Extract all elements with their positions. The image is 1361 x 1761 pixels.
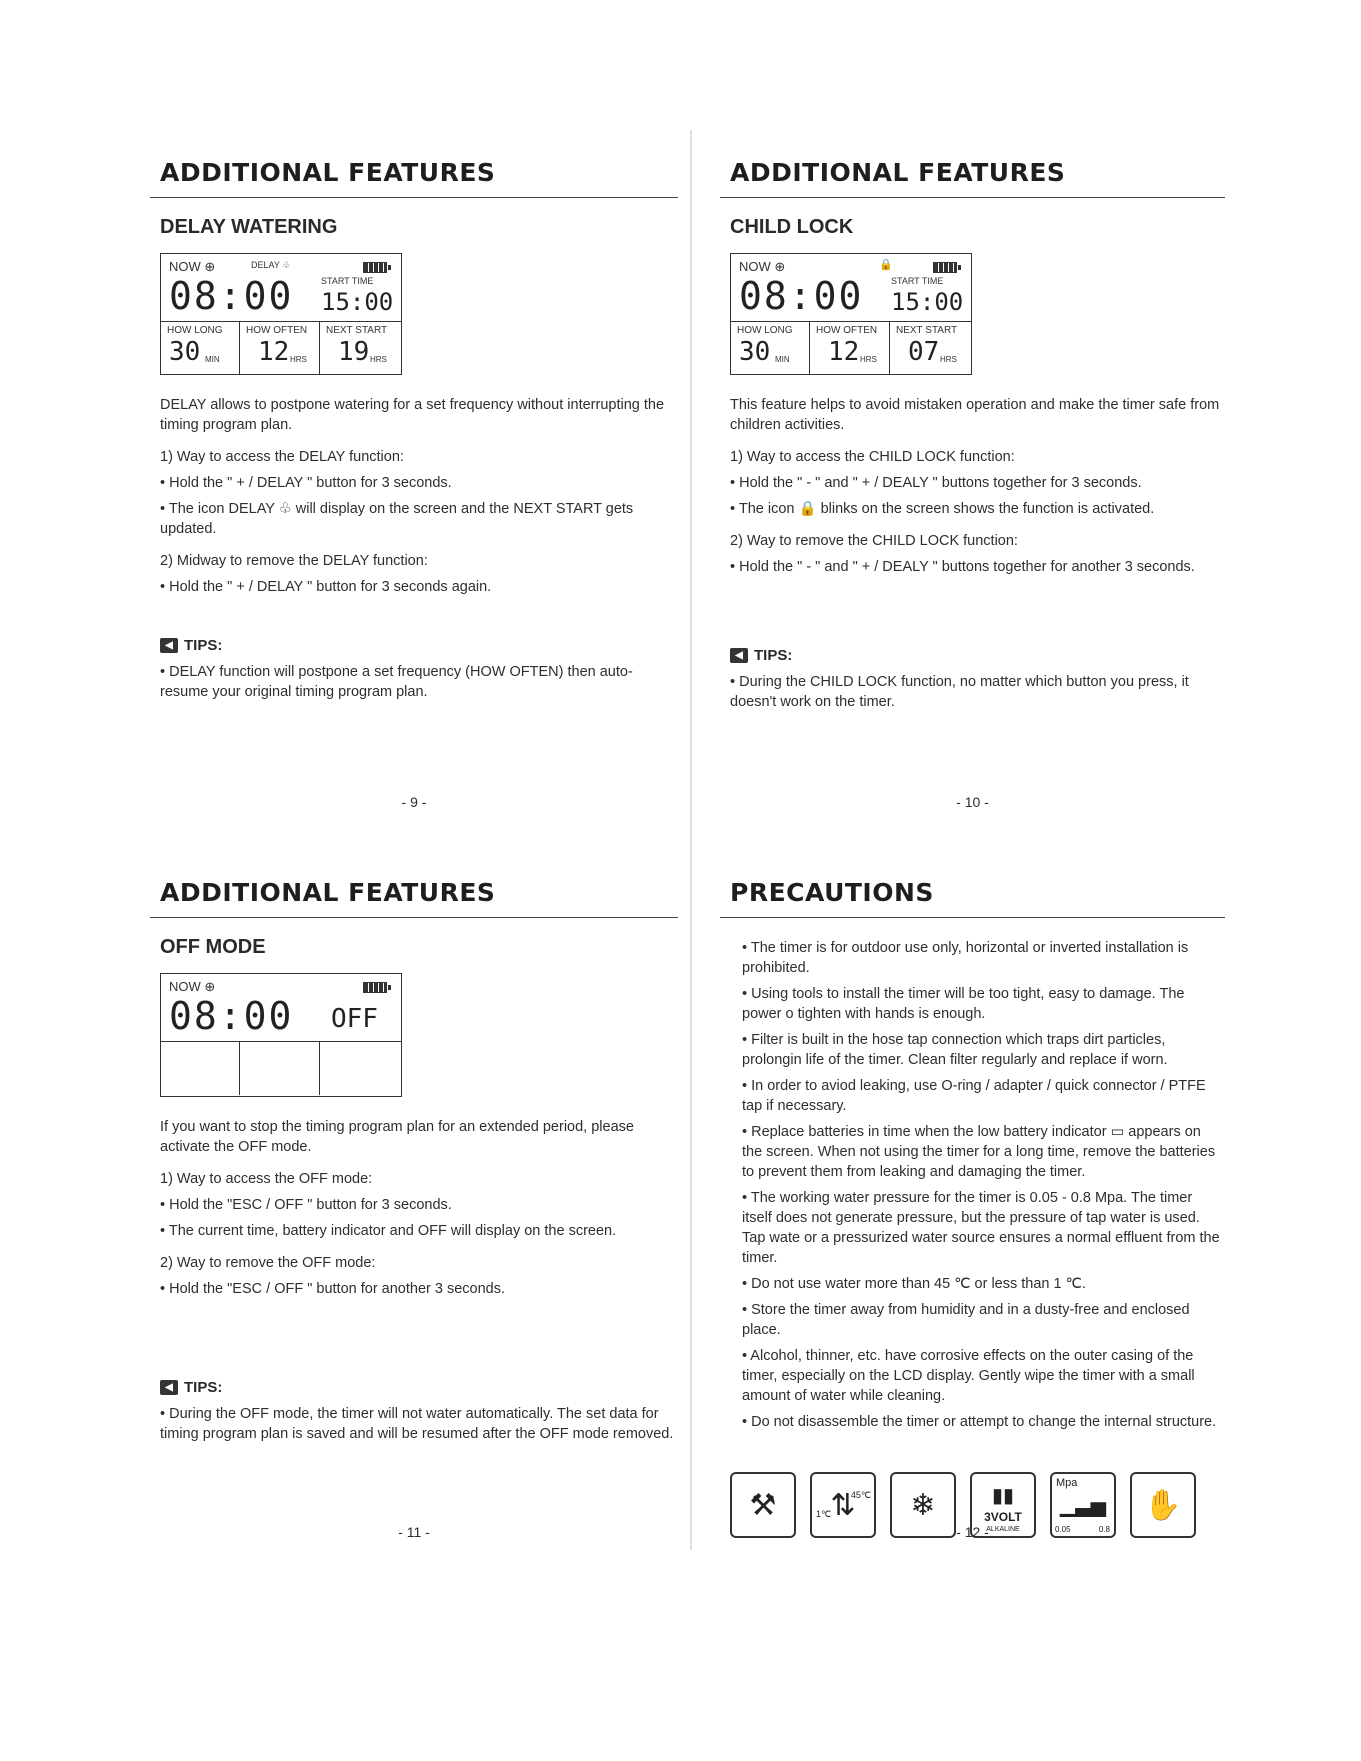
step-2-bullet-1: • Hold the "ESC / OFF " button for another 3 seconds. bbox=[160, 1281, 506, 1297]
list-item: • Alcohol, thinner, etc. have corrosive effects on the outer casing of the timer, especially on the LCD display. Gently wipe the timer with a small amount of water while cleaning. bbox=[742, 1348, 1195, 1404]
list-item: • Using tools to install the timer will be too tight, easy to damage. The power o tighten with hands is enough. bbox=[742, 986, 1185, 1022]
tips-label: TIPS: bbox=[754, 647, 793, 664]
cell-label: HOW LONG bbox=[737, 325, 793, 336]
page-number: - 10 - bbox=[956, 794, 989, 810]
megaphone-icon: ◀ bbox=[160, 638, 178, 653]
step-1-title: 1) Way to access the CHILD LOCK function: bbox=[730, 449, 1015, 465]
step-2-title: 2) Way to remove the CHILD LOCK function: bbox=[730, 533, 1018, 549]
page-fold bbox=[690, 130, 692, 1550]
step-2-title: 2) Midway to remove the DELAY function: bbox=[160, 553, 428, 569]
now-label: NOW ⊕ bbox=[169, 259, 216, 274]
list-item: • In order to aviod leaking, use O-ring / adapter / quick connector / PTFE tap if necessary. bbox=[742, 1078, 1206, 1114]
next-start-cell bbox=[889, 322, 970, 375]
step-1-title: 1) Way to access the DELAY function: bbox=[160, 449, 404, 465]
cell-value: 12 bbox=[828, 337, 860, 367]
page-number: - 12 - bbox=[956, 1524, 989, 1540]
page-header: PRECAUTIONS bbox=[730, 878, 934, 907]
page-number: - 9 - bbox=[401, 794, 427, 810]
header-rule bbox=[720, 197, 1225, 198]
page-12 bbox=[720, 870, 1225, 1560]
tips-label: TIPS: bbox=[184, 637, 223, 654]
cell-unit: MIN bbox=[775, 355, 790, 364]
cell-unit: HRS bbox=[940, 355, 957, 364]
step-2-title: 2) Way to remove the OFF mode: bbox=[160, 1255, 376, 1271]
lcd-bottom-row bbox=[731, 321, 971, 375]
header-rule bbox=[150, 917, 678, 918]
list-item: • Do not use water more than 45 ℃ or less than 1 ℃. bbox=[742, 1276, 1086, 1292]
tips-label: TIPS: bbox=[184, 1379, 223, 1396]
next-start-cell bbox=[319, 322, 400, 375]
cell-label: NEXT START bbox=[896, 325, 958, 336]
cell-label: NEXT START bbox=[326, 325, 388, 336]
battery-icon bbox=[933, 262, 957, 273]
intro-text: If you want to stop the timing program plan for an extended period, please activate the OFF mode. bbox=[160, 1119, 634, 1155]
icon-label: 0.8 bbox=[1098, 1525, 1110, 1534]
empty-cell bbox=[319, 1042, 400, 1095]
current-time: 08:00 bbox=[739, 274, 864, 318]
icon-label: ALKALINE bbox=[986, 1526, 1020, 1533]
cell-label: HOW OFTEN bbox=[246, 325, 308, 336]
how-often-cell bbox=[809, 322, 890, 375]
list-item: • Store the timer away from humidity and in a dusty-free and enclosed place. bbox=[742, 1302, 1190, 1338]
tips-text: • During the OFF mode, the timer will not water automatically. The set data for timing program plan is saved and will be resumed after the OFF mode removed. bbox=[160, 1406, 674, 1442]
how-often-cell bbox=[239, 322, 320, 375]
tips-heading bbox=[160, 637, 678, 654]
cell-unit: MIN bbox=[205, 355, 220, 364]
icon-glyph: ▮▮ bbox=[991, 1484, 1014, 1507]
list-item: • Replace batteries in time when the low battery indicator ▭ appears on the screen. When not using the timer for a long time, remove the batteries to prevent them from leaking and damaging the timer. bbox=[742, 1124, 1216, 1180]
step-2-bullet-1: • Hold the " - " and " + / DEALY " buttons together for another 3 seconds. bbox=[730, 559, 1195, 575]
cell-unit: HRS bbox=[290, 355, 307, 364]
lcd-bottom-row bbox=[161, 321, 401, 375]
header-rule bbox=[720, 917, 1225, 918]
cell-unit: HRS bbox=[370, 355, 387, 364]
cell-value: 30 bbox=[169, 337, 201, 367]
off-indicator: OFF bbox=[331, 1004, 378, 1034]
header-rule bbox=[150, 197, 678, 198]
page-header: ADDITIONAL FEATURES bbox=[160, 158, 496, 187]
tips-heading bbox=[160, 1379, 678, 1396]
step-2-bullet-1: • Hold the " + / DELAY " button for 3 seconds again. bbox=[160, 579, 492, 595]
section-title: DELAY WATERING bbox=[160, 216, 338, 238]
icon-label: 0.05 bbox=[1055, 1525, 1071, 1534]
list-item: • The working water pressure for the timer is 0.05 - 0.8 Mpa. The timer itself does not generate pressure, but the pressure of tap water is used. Tap wate or a pressurized water source ensures a normal effluent from the timer. bbox=[742, 1190, 1220, 1266]
now-label: NOW ⊕ bbox=[739, 259, 786, 274]
page-number: - 11 - bbox=[398, 1524, 430, 1540]
icon-glyph: ▁▃▅ bbox=[1059, 1494, 1107, 1517]
lcd-display bbox=[160, 253, 402, 375]
icon-glyph: ⚒ bbox=[749, 1488, 777, 1522]
step-1-bullet-1: • Hold the "ESC / OFF " button for 3 seconds. bbox=[160, 1197, 452, 1213]
cell-value: 07 bbox=[908, 337, 940, 367]
cell-unit: HRS bbox=[860, 355, 877, 364]
start-time-label: START TIME bbox=[891, 276, 944, 286]
section-title: CHILD LOCK bbox=[730, 216, 854, 238]
cell-value: 30 bbox=[739, 337, 771, 367]
step-1-bullet-2: • The current time, battery indicator and OFF will display on the screen. bbox=[160, 1223, 617, 1239]
step-1-bullet-2: • The icon 🔒 blinks on the screen shows the function is activated. bbox=[730, 501, 1155, 517]
page-10 bbox=[720, 150, 1225, 830]
icon-glyph: ❄ bbox=[910, 1488, 936, 1522]
cell-value: 12 bbox=[258, 337, 290, 367]
icon-label: 1℃ bbox=[816, 1509, 832, 1519]
delay-label: DELAY ♧ bbox=[251, 260, 291, 270]
lcd-display bbox=[730, 253, 972, 375]
page-header: ADDITIONAL FEATURES bbox=[730, 158, 1066, 187]
intro-text: DELAY allows to postpone watering for a set frequency without interrupting the timing program plan. bbox=[160, 397, 665, 433]
megaphone-icon: ◀ bbox=[160, 1380, 178, 1395]
section-title: OFF MODE bbox=[160, 936, 266, 958]
list-item: • Do not disassemble the timer or attempt to change the internal structure. bbox=[742, 1414, 1217, 1430]
icon-glyph: ⇅ bbox=[830, 1488, 856, 1522]
tips-text: • During the CHILD LOCK function, no matter which button you press, it doesn't work on the timer. bbox=[730, 674, 1189, 710]
step-1-bullet-1: • Hold the " - " and " + / DEALY " buttons together for 3 seconds. bbox=[730, 475, 1142, 491]
page-11 bbox=[150, 870, 678, 1560]
lcd-display bbox=[160, 973, 402, 1097]
tips-heading bbox=[730, 647, 1225, 664]
now-label: NOW ⊕ bbox=[169, 979, 216, 994]
tips-text: • DELAY function will postpone a set frequency (HOW OFTEN) then auto-resume your original timing program plan. bbox=[160, 664, 633, 700]
start-time-value: 15:00 bbox=[321, 288, 394, 316]
cell-value: 19 bbox=[338, 337, 370, 367]
icon-label: 45℃ bbox=[850, 1490, 871, 1500]
empty-cell bbox=[239, 1042, 320, 1095]
current-time: 08:00 bbox=[169, 274, 294, 318]
page-9 bbox=[150, 150, 678, 830]
list-item: • The timer is for outdoor use only, horizontal or inverted installation is prohibited. bbox=[742, 940, 1189, 976]
list-item: • Filter is built in the hose tap connection which traps dirt particles, prolongin life of the timer. Clean filter regularly and replace if worn. bbox=[742, 1032, 1168, 1068]
step-1-bullet-1: • Hold the " + / DELAY " button for 3 seconds. bbox=[160, 475, 452, 491]
icon-label: 3VOLT bbox=[984, 1510, 1022, 1524]
start-time-label: START TIME bbox=[321, 276, 374, 286]
intro-text: This feature helps to avoid mistaken operation and make the timer safe from children activities. bbox=[730, 397, 1220, 433]
battery-icon bbox=[363, 982, 387, 993]
empty-cell bbox=[161, 1042, 239, 1095]
lcd-bottom-row bbox=[161, 1041, 401, 1095]
step-1-title: 1) Way to access the OFF mode: bbox=[160, 1171, 373, 1187]
cell-label: HOW OFTEN bbox=[816, 325, 878, 336]
precautions-list bbox=[720, 938, 1225, 1432]
lock-icon: 🔒 bbox=[879, 259, 893, 271]
how-long-cell bbox=[161, 322, 239, 375]
icon-glyph: ✋ bbox=[1144, 1488, 1182, 1522]
current-time: 08:00 bbox=[169, 994, 294, 1038]
icon-label: Mpa bbox=[1056, 1477, 1078, 1489]
step-1-bullet-2: • The icon DELAY ♧ will display on the screen and the NEXT START gets updated. bbox=[160, 501, 634, 537]
page-header: ADDITIONAL FEATURES bbox=[160, 878, 496, 907]
battery-icon bbox=[363, 262, 387, 273]
how-long-cell bbox=[731, 322, 809, 375]
start-time-value: 15:00 bbox=[891, 288, 964, 316]
megaphone-icon: ◀ bbox=[730, 648, 748, 663]
cell-label: HOW LONG bbox=[167, 325, 223, 336]
